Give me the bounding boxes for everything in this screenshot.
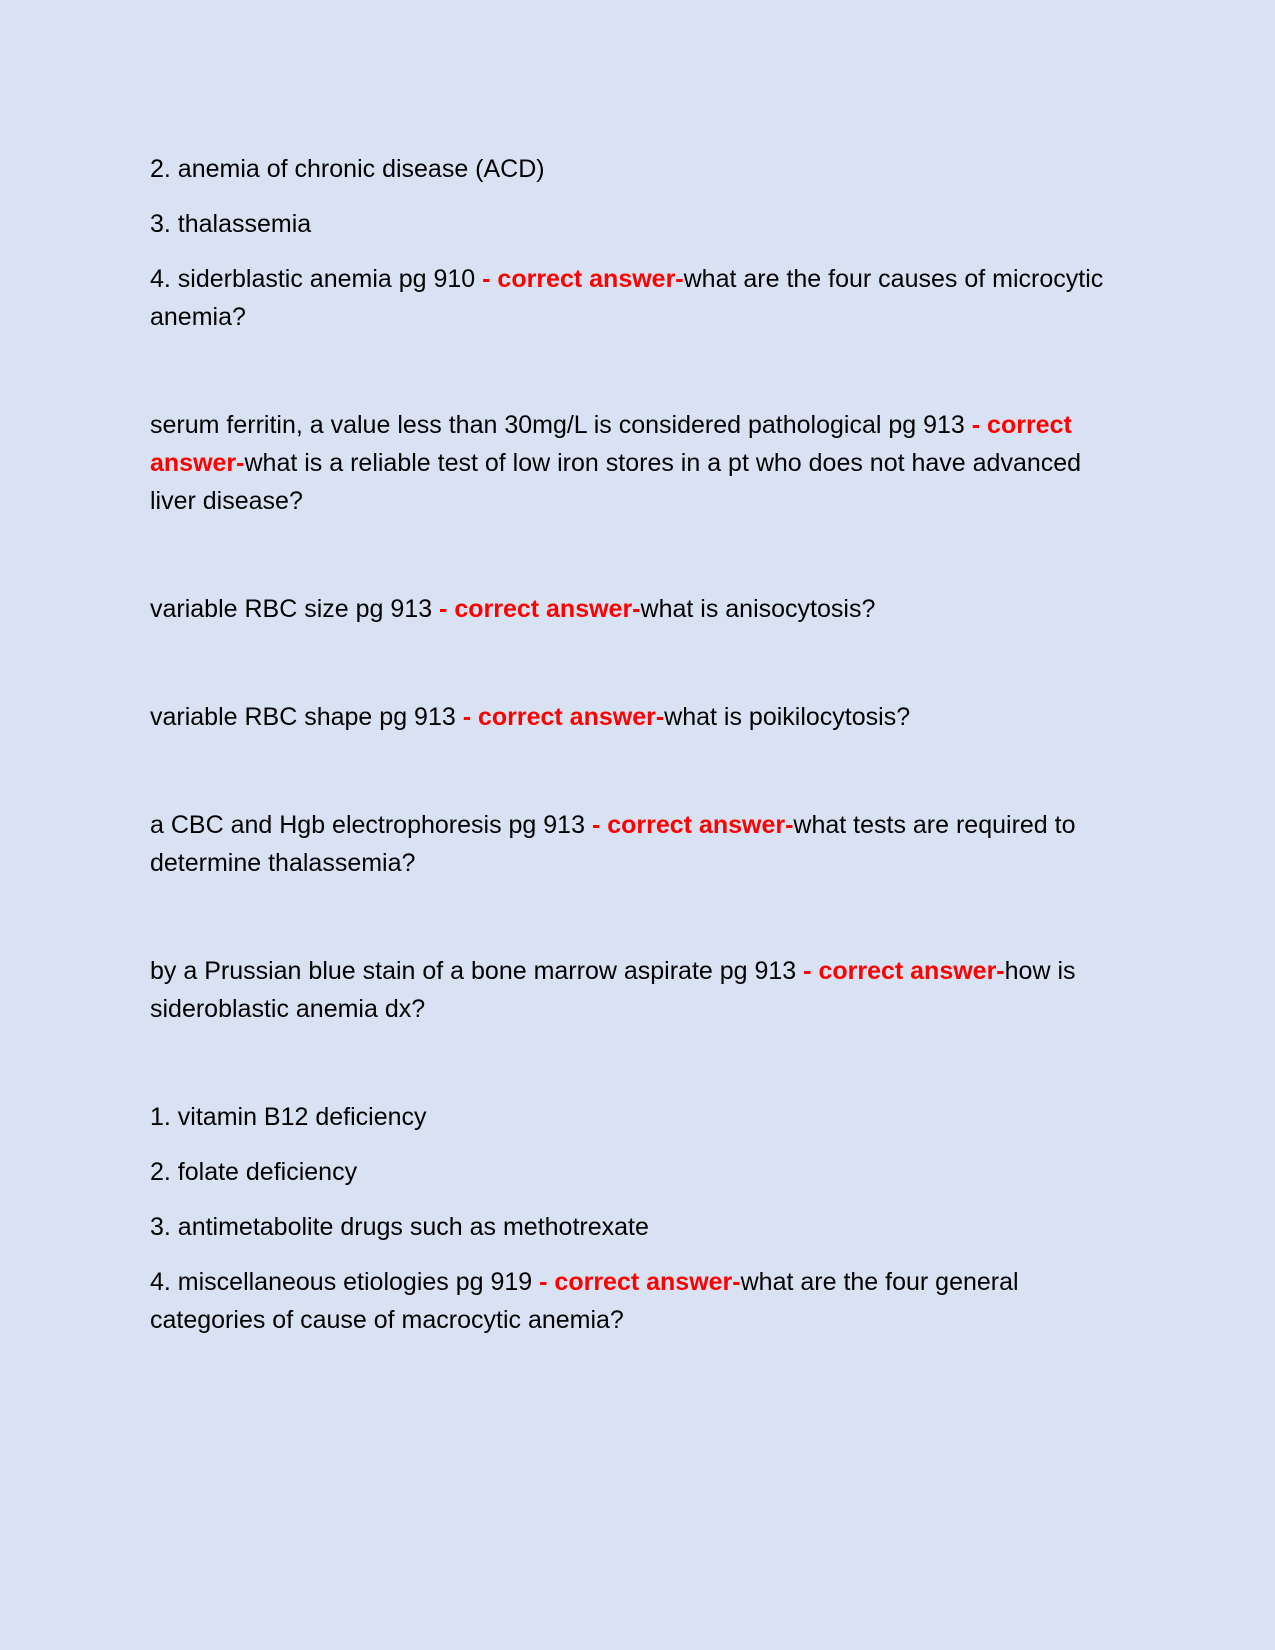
qa-item-macrocytic-causes (150, 1098, 1125, 1339)
qa-item-poikilocytosis (150, 698, 1125, 736)
correct-answer-marker: - correct answer- (539, 1268, 741, 1296)
question-text: what is poikilocytosis? (664, 703, 911, 731)
answer-text: 4. siderblastic anemia pg 910 (150, 265, 483, 293)
qa-item-thalassemia-tests (150, 806, 1125, 882)
answer-text: variable RBC shape pg 913 (150, 703, 463, 731)
correct-answer-marker: - correct answer- (803, 957, 1005, 985)
list-line: 3. antimetabolite drugs such as methotrexate (150, 1213, 649, 1241)
answer-text: by a Prussian blue stain of a bone marrow aspirate pg 913 (150, 957, 804, 985)
question-text: how is sideroblastic anemia dx? (150, 957, 1076, 1023)
answer-text: serum ferritin, a value less than 30mg/L is considered pathological pg 913 (150, 411, 972, 439)
question-text: what is a reliable test of low iron stores in a pt who does not have advanced liver disease? (150, 449, 1082, 515)
list-line: 2. folate deficiency (150, 1158, 358, 1186)
qa-item-serum-ferritin (150, 406, 1125, 520)
answer-text: a CBC and Hgb electrophoresis pg 913 (150, 811, 592, 839)
answer-text: variable RBC size pg 913 (150, 595, 440, 623)
question-text: what are the four general categories of cause of macrocytic anemia? (150, 1268, 1019, 1334)
qa-item-microcytic-causes (150, 150, 1125, 336)
list-line: 1. vitamin B12 deficiency (150, 1103, 427, 1131)
question-text: what is anisocytosis? (640, 595, 876, 623)
question-text: what are the four causes of microcytic anemia? (150, 265, 1104, 331)
correct-answer-marker: - correct answer- (482, 265, 684, 293)
qa-item-sideroblastic-dx (150, 952, 1125, 1028)
answer-text: 4. miscellaneous etiologies pg 919 (150, 1268, 540, 1296)
correct-answer-marker: - correct answer- (439, 595, 641, 623)
list-line: 2. anemia of chronic disease (ACD) (150, 155, 545, 183)
qa-item-anisocytosis (150, 590, 1125, 628)
correct-answer-marker: - correct answer- (591, 811, 794, 839)
list-line: 3. thalassemia (150, 210, 312, 238)
qa-line (150, 1263, 1125, 1339)
qa-line (150, 260, 1125, 336)
correct-answer-marker: - correct answer- (462, 703, 665, 731)
correct-answer-marker: - correct answer- (150, 411, 1072, 477)
question-text: what tests are required to determine thalassemia? (150, 811, 1076, 877)
